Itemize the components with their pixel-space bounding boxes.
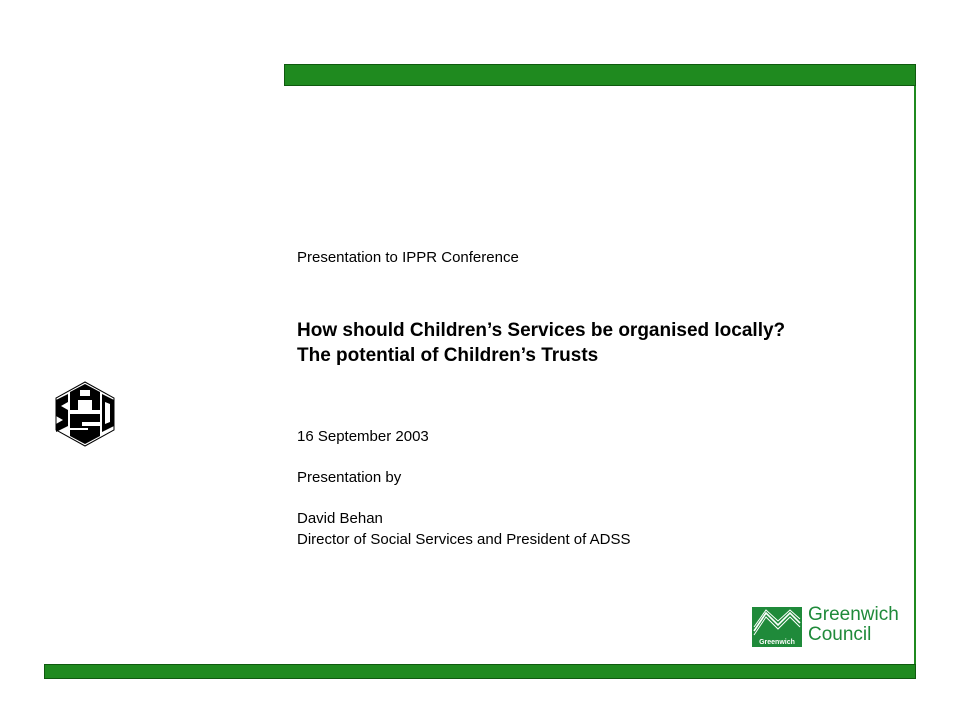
right-green-rule <box>914 86 916 664</box>
greenwich-name-line-1: Greenwich <box>808 604 899 625</box>
adss-logo-icon <box>52 380 118 448</box>
greenwich-waves-icon <box>752 607 802 647</box>
slide-title <box>297 318 897 368</box>
subtitle: Presentation to IPPR Conference <box>297 249 519 266</box>
greenwich-council-name <box>808 605 899 645</box>
svg-text:Greenwich: Greenwich <box>759 639 795 646</box>
title-line-2: The potential of Children’s Trusts <box>297 345 599 366</box>
top-green-bar <box>284 64 916 86</box>
presentation-date: 16 September 2003 <box>297 428 429 445</box>
presentation-info <box>297 426 897 550</box>
presented-by-label: Presentation by <box>297 469 402 486</box>
greenwich-name-line-2: Council <box>808 624 872 645</box>
presenter-name: David Behan <box>297 510 383 527</box>
greenwich-council-logo <box>752 604 912 649</box>
title-line-1: How should Children’s Services be organised locally? <box>297 320 786 341</box>
bottom-green-bar <box>44 664 916 679</box>
presenter-role: Director of Social Services and President of ADSS <box>297 531 631 548</box>
